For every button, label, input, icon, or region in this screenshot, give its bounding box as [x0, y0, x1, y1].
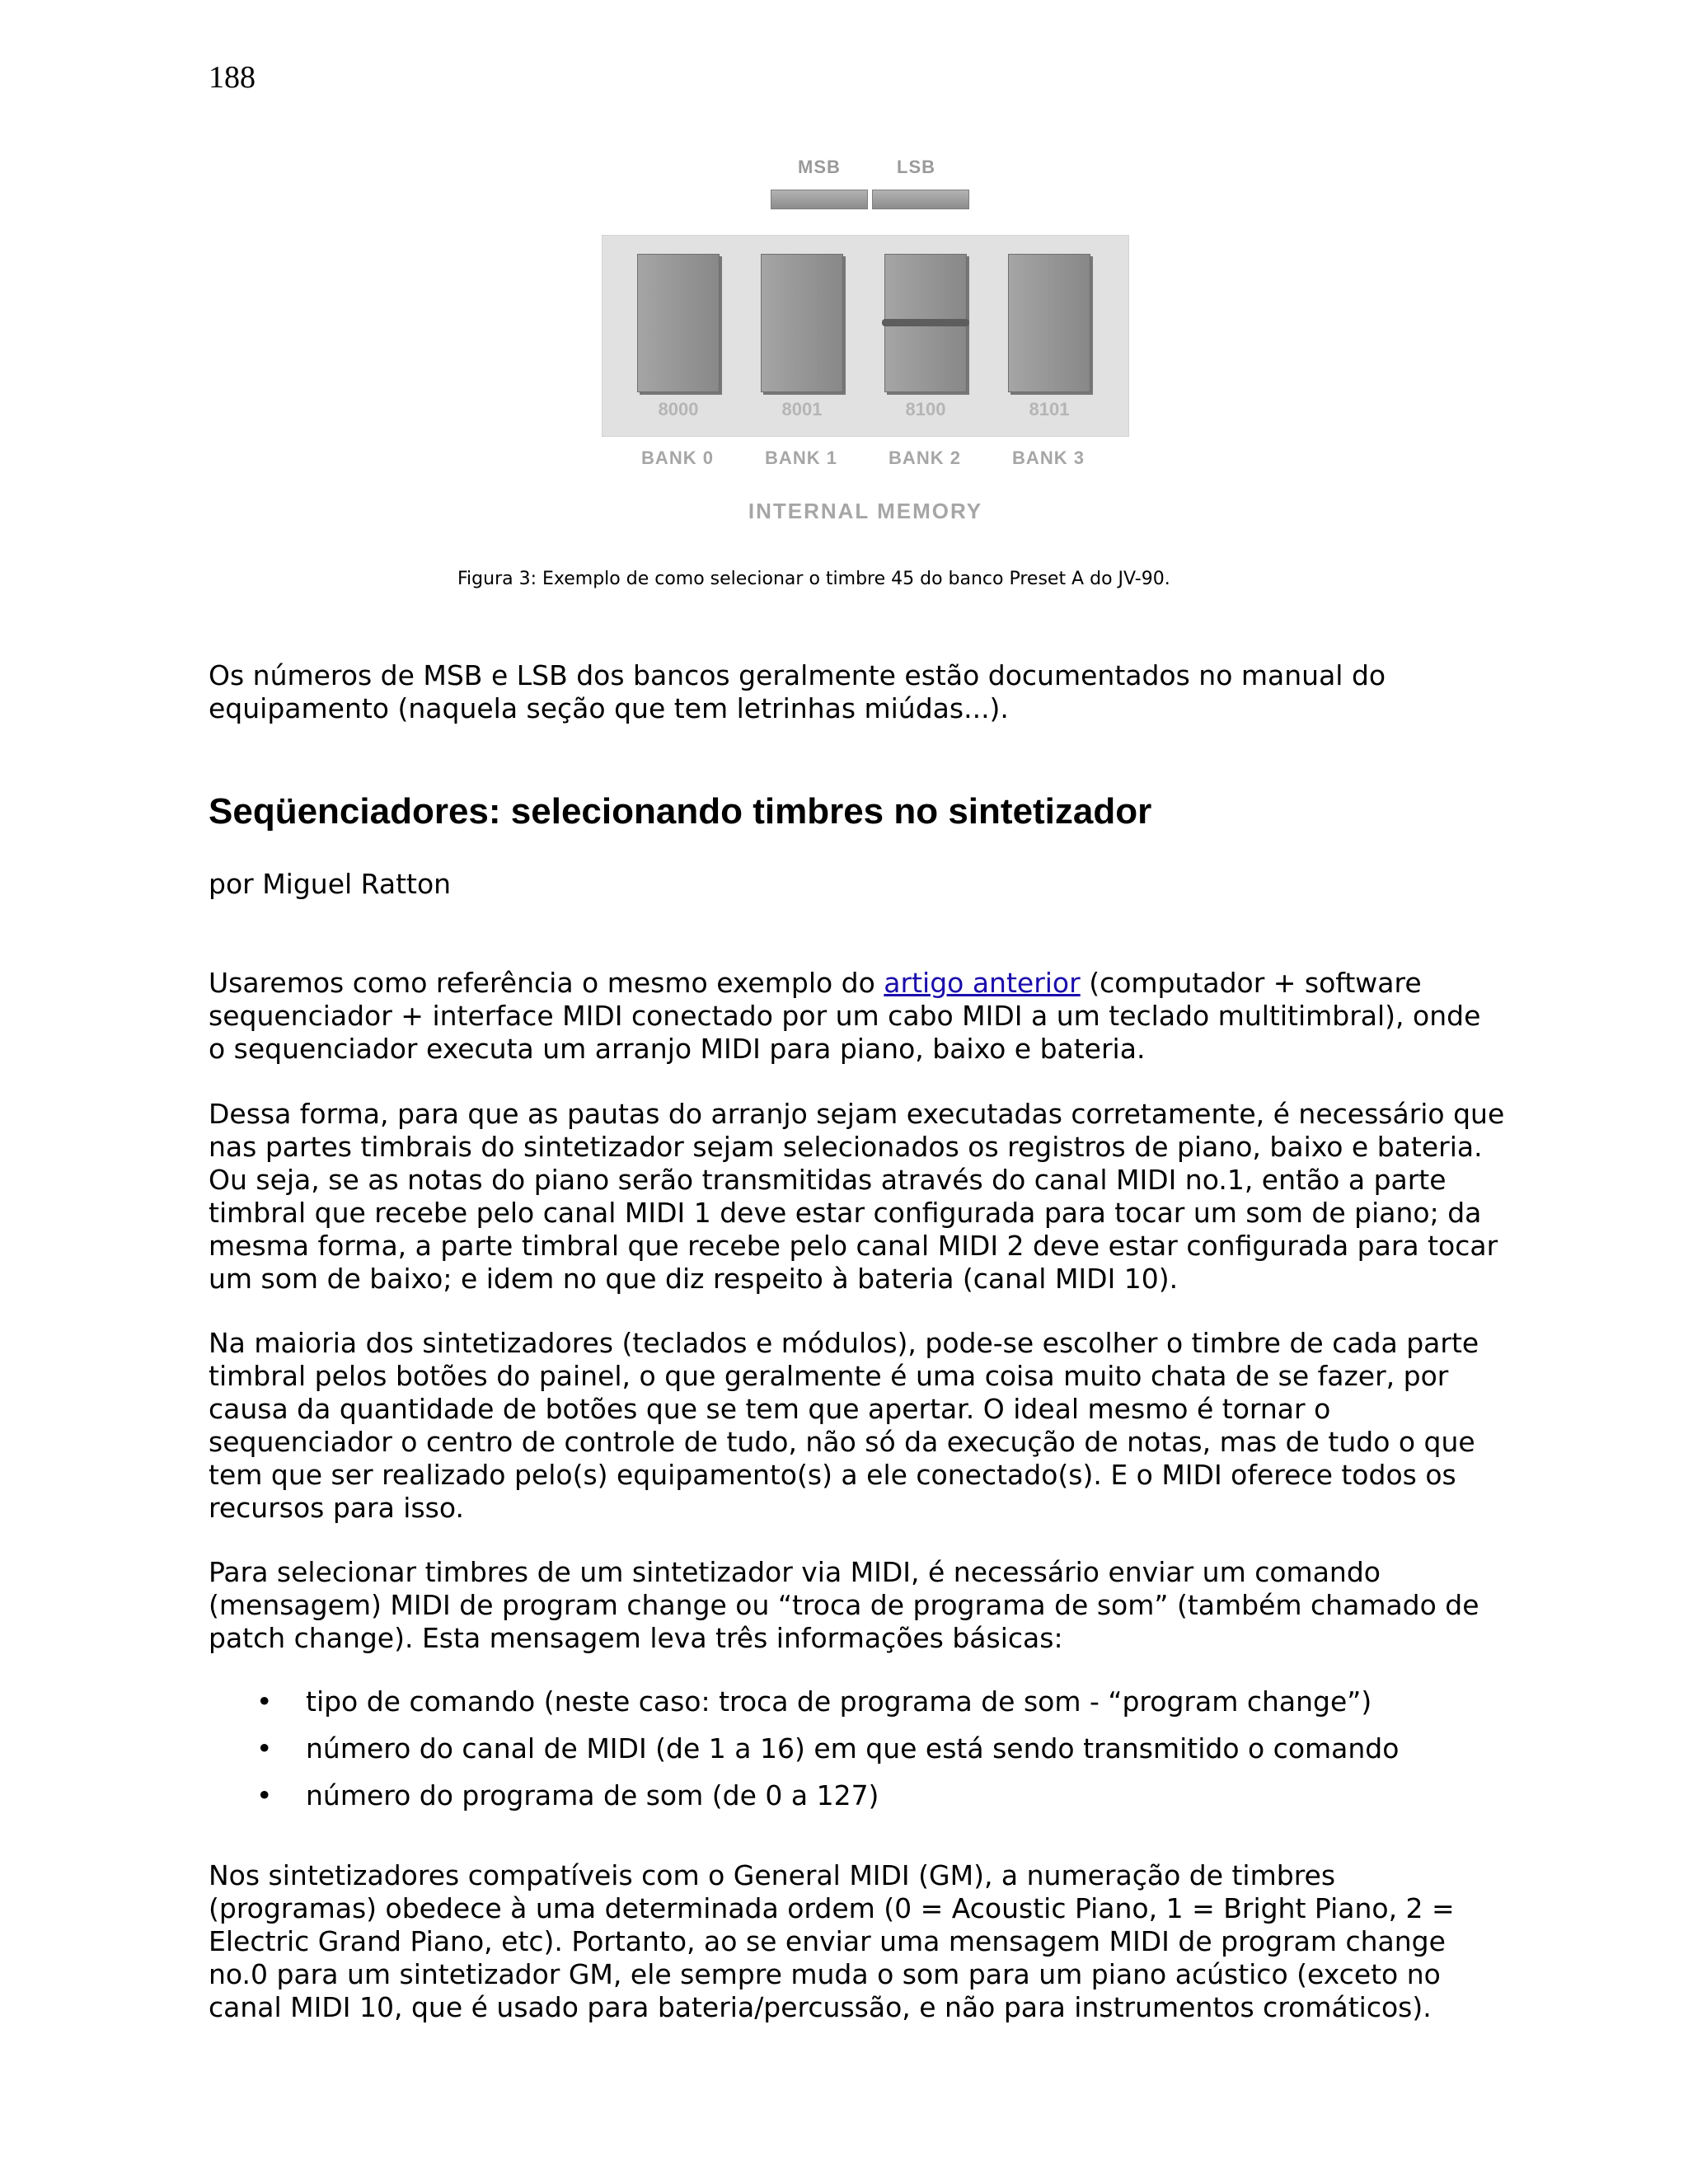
lsb-bar [872, 190, 969, 209]
bank-0-label: BANK 0 [641, 448, 714, 468]
paragraph-3-line: tem que ser realizado pelo(s) equipamento(s) a ele conectado(s). E o MIDI oferece todos os [209, 1459, 1456, 1491]
paragraph-5-line: no.0 para um sintetizador GM, ele sempre muda o som para um piano acústico (exceto no [209, 1958, 1441, 1990]
paragraph-2-line: Dessa forma, para que as pautas do arranjo sejam executadas corretamente, é necessário que [209, 1098, 1505, 1130]
paragraph-4-line: patch change). Esta mensagem leva três informações básicas: [209, 1622, 1063, 1654]
bank-1-block [761, 254, 843, 392]
msb-bar [771, 190, 868, 209]
bank-memory-figure [602, 157, 1129, 536]
paragraph-3-line: recursos para isso. [209, 1492, 464, 1524]
intro-line-2: equipamento (naquela seção que tem letrinhas miúdas...). [209, 692, 1009, 724]
paragraph-1-text-after-link: (computador + software [1080, 967, 1422, 999]
paragraph-1-line-1 [209, 967, 1527, 1000]
paragraph-2-line: nas partes timbrais do sintetizador sejam selecionados os registros de piano, baixo e bateria. [209, 1131, 1483, 1163]
bank-2-label: BANK 2 [889, 448, 961, 468]
bank-2-code: 8100 [905, 399, 946, 419]
paragraph-4 [209, 1556, 1527, 1655]
paragraph-3 [209, 1327, 1527, 1525]
paragraph-2-line: timbral que recebe pelo canal MIDI 1 deve estar configurada para tocar um som de piano; da [209, 1197, 1482, 1229]
paragraph-5-line: Electric Grand Piano, etc). Portanto, ao se enviar uma mensagem MIDI de program change [209, 1925, 1446, 1957]
paragraph-1-line-3: o sequenciador executa um arranjo MIDI para piano, baixo e bateria. [209, 1033, 1146, 1065]
bank-1-label: BANK 1 [765, 448, 837, 468]
paragraph-4-line: Para selecionar timbres de um sintetizador via MIDI, é necessário enviar um comando [209, 1556, 1381, 1588]
paragraph-3-line: Na maioria dos sintetizadores (teclados e módulos), pode-se escolher o timbre de cada parte [209, 1327, 1479, 1359]
intro-line-1: Os números de MSB e LSB dos bancos geralmente estão documentados no manual do [209, 659, 1386, 691]
paragraph-5-line: (programas) obedece à uma determinada ordem (0 = Acoustic Piano, 1 = Bright Piano, 2 = [209, 1892, 1455, 1924]
paragraph-5 [209, 1859, 1527, 2024]
intro-paragraph [209, 659, 1527, 725]
info-bullet-list [209, 1685, 1527, 1826]
bank-3-code: 8101 [1029, 399, 1070, 419]
paragraph-1-line-2: sequenciador + interface MIDI conectado por um cabo MIDI a um teclado multitimbral), onde [209, 1000, 1481, 1032]
paragraph-2-line: mesma forma, a parte timbral que recebe pelo canal MIDI 2 deve estar configurada para tocar [209, 1230, 1498, 1262]
article-heading: Seqüenciadores: selecionando timbres no sintetizador [209, 791, 1152, 832]
bank-3-block [1008, 254, 1090, 392]
msb-label: MSB [798, 157, 841, 177]
figure-title: INTERNAL MEMORY [748, 499, 983, 523]
figure-caption: Figura 3: Exemplo de como selecionar o timbre 45 do banco Preset A do JV-90. [457, 569, 1170, 589]
bank-2-block [884, 254, 967, 392]
paragraph-2 [209, 1098, 1527, 1296]
bank-3-label: BANK 3 [1012, 448, 1085, 468]
paragraph-4-line: (mensagem) MIDI de program change ou “troca de programa de som” (também chamado de [209, 1589, 1479, 1621]
paragraph-3-line: causa da quantidade de botões que se tem que apertar. O ideal mesmo é tornar o [209, 1393, 1331, 1425]
paragraph-1-text-before-link: Usaremos como referência o mesmo exemplo do [209, 967, 884, 999]
paragraph-3-line: timbral pelos botões do painel, o que geralmente é uma coisa muito chata de se fazer, por [209, 1360, 1449, 1392]
bank-1-code: 8001 [781, 399, 823, 419]
bank-0-block [637, 254, 720, 392]
paragraph-1 [209, 967, 1527, 1066]
previous-article-link[interactable]: artigo anterior [884, 967, 1081, 999]
list-item: • tipo de comando (neste caso: troca de programa de som - “program change”) [209, 1685, 1527, 1732]
paragraph-5-line: Nos sintetizadores compatíveis com o General MIDI (GM), a numeração de timbres [209, 1859, 1336, 1891]
list-item: • número do programa de som (de 0 a 127) [209, 1779, 1527, 1826]
bank-0-code: 8000 [658, 399, 699, 419]
bank-2-divider [882, 319, 969, 326]
paragraph-3-line: sequenciador o centro de controle de tudo, não só da execução de notas, mas de tudo o que [209, 1426, 1475, 1458]
memory-panel [602, 235, 1129, 437]
paragraph-2-line: Ou seja, se as notas do piano serão transmitidas através do canal MIDI no.1, então a parte [209, 1164, 1447, 1196]
byline: por Miguel Ratton [209, 868, 452, 900]
lsb-label: LSB [897, 157, 935, 177]
page-number: 188 [209, 60, 256, 95]
paragraph-5-line: canal MIDI 10, que é usado para bateria/percussão, e não para instrumentos cromáticos). [209, 1991, 1432, 2023]
list-item: • número do canal de MIDI (de 1 a 16) em que está sendo transmitido o comando [209, 1732, 1527, 1779]
paragraph-2-line: um som de baixo; e idem no que diz respeito à bateria (canal MIDI 10). [209, 1263, 1179, 1295]
